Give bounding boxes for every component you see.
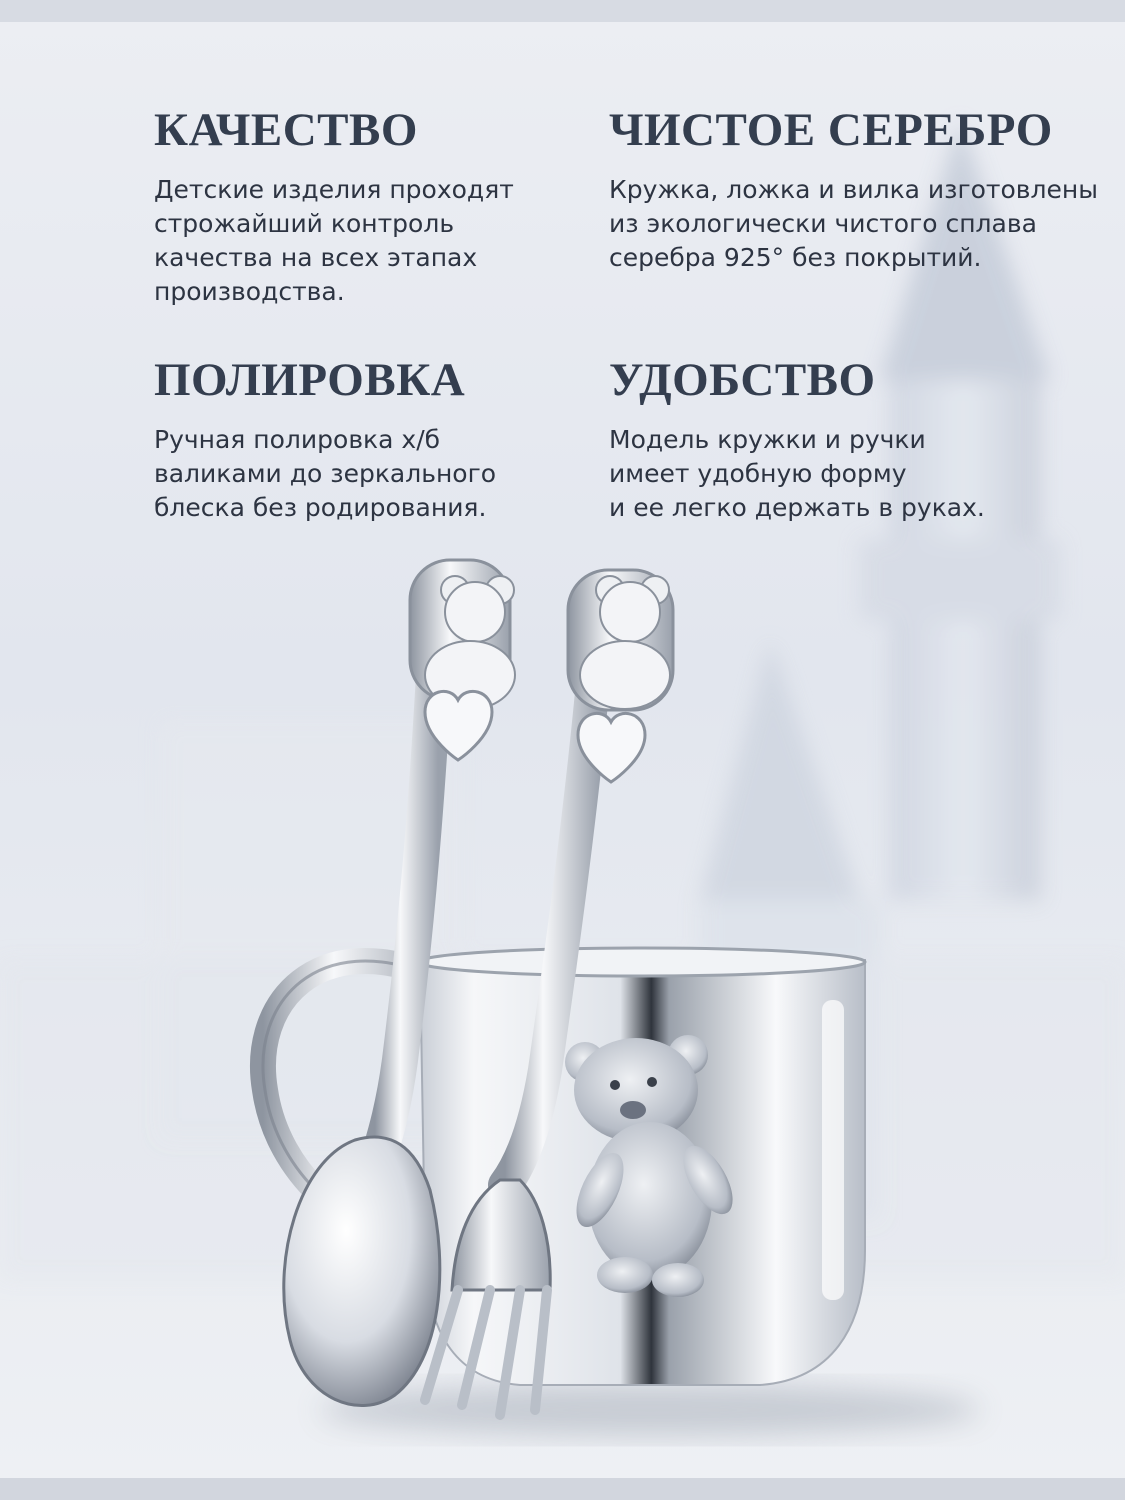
feature-polishing-title: ПОЛИРОВКА (154, 354, 466, 406)
feature-quality (154, 105, 514, 309)
feature-polishing-text: Ручная полировка х/б валиками до зеркального блеска без родирования. (154, 424, 497, 522)
feature-comfort-text: Модель кружки и ручки имеет удобную форму и ее легко держать в руках. (609, 424, 985, 522)
feature-quality-title: КАЧЕСТВО (154, 104, 418, 156)
feature-pure-silver-text: Кружка, ложка и вилка изготовлены из экологически чистого сплава серебра 925° без покрытий. (609, 174, 1098, 272)
feature-comfort (609, 355, 985, 525)
feature-pure-silver-title: ЧИСТОЕ СЕРЕБРО (609, 104, 1053, 156)
bottom-frame-bar (0, 1478, 1125, 1500)
feature-pure-silver (609, 105, 1098, 275)
feature-polishing (154, 355, 496, 525)
feature-quality-text: Детские изделия проходят строжайший контроль качества на всех этапах производства. (154, 174, 514, 306)
feature-comfort-title: УДОБСТВО (609, 354, 876, 406)
